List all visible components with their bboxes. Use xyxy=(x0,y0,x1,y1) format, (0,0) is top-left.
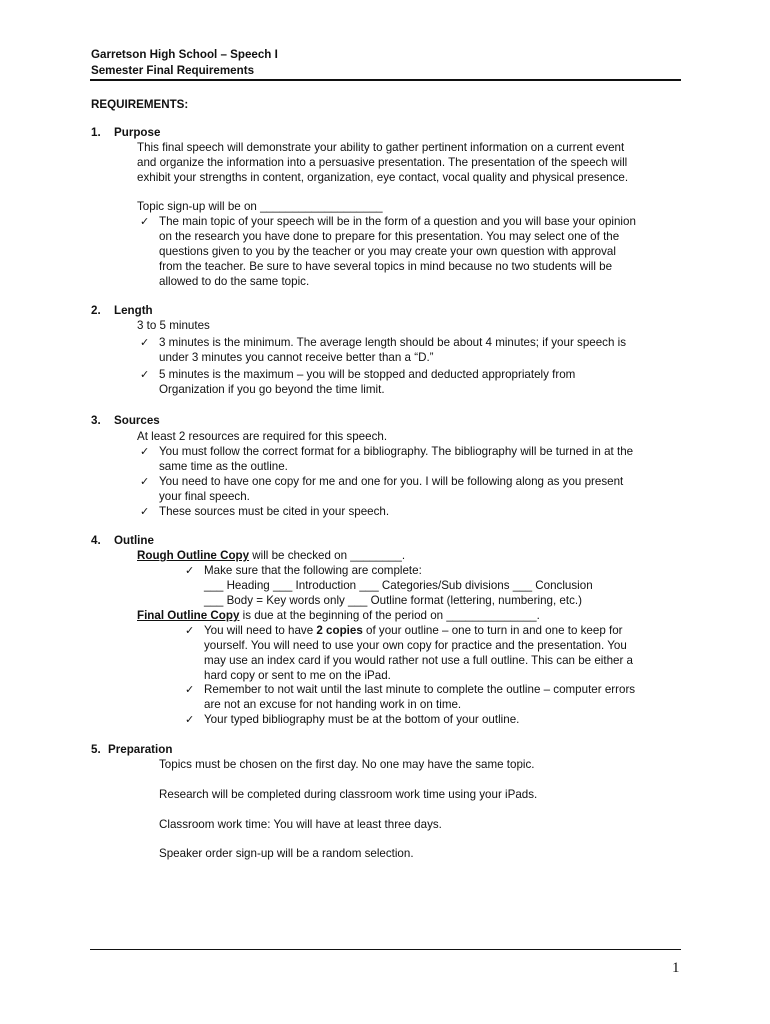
section-1-number: 1. xyxy=(91,126,101,139)
rough-outline-line xyxy=(137,548,405,563)
checkmark-icon: ✓ xyxy=(140,475,150,488)
purpose-bullet-line-5: allowed to do the same topic. xyxy=(159,275,310,288)
topic-signup-line: Topic sign-up will be on ___________________ xyxy=(137,200,383,213)
preparation-line-3: Classroom work time: You will have at least three days. xyxy=(159,818,442,831)
final-bullet-1-line-4: hard copy or sent to me on the iPad. xyxy=(204,669,391,682)
checkmark-icon: ✓ xyxy=(185,683,195,696)
final-bullet-3: Your typed bibliography must be at the bottom of your outline. xyxy=(204,713,520,726)
rough-outline-bullet: Make sure that the following are complete: xyxy=(204,564,422,577)
header-school-title: Garretson High School – Speech I xyxy=(91,48,278,61)
purpose-bullet-line-2: on the research you have done to prepare for this presentation. You may select one of the xyxy=(159,230,620,243)
checkmark-icon: ✓ xyxy=(185,564,195,577)
checkmark-icon: ✓ xyxy=(185,713,195,726)
purpose-line-2: and organize the information into a persuasive presentation. The presentation of the speech will xyxy=(137,156,628,169)
checkmark-icon: ✓ xyxy=(185,624,195,637)
final-bullet-1-post: of your outline – one to turn in and one to keep for xyxy=(362,624,623,637)
outline-checklist-line-2: ___ Body = Key words only ___ Outline format (lettering, numbering, etc.) xyxy=(204,594,582,607)
final-outline-label: Final Outline Copy xyxy=(137,609,240,622)
final-bullet-1-line-2: yourself. You will need to use your own copy for practice and the presentation. You xyxy=(204,639,627,652)
final-bullet-2-line-2: are not an excuse for not handing work in on time. xyxy=(204,698,462,711)
footer-rule xyxy=(90,949,681,950)
purpose-bullet-line-4: from the teacher. Be sure to have several topics in mind because no two students will be xyxy=(159,260,613,273)
length-bullet-2-line-1: 5 minutes is the maximum – you will be stopped and deducted appropriately from xyxy=(159,368,576,381)
section-5-number: 5. xyxy=(91,743,101,756)
sources-bullet-2-line-2: your final speech. xyxy=(159,490,250,503)
checkmark-icon: ✓ xyxy=(140,215,150,228)
section-2-number: 2. xyxy=(91,304,101,317)
final-bullet-1-line-3: may use an index card if you would rather not use a full outline. This can be either a xyxy=(204,654,634,667)
rough-outline-due: will be checked on ________. xyxy=(249,549,406,562)
preparation-line-2: Research will be completed during classroom work time using your iPads. xyxy=(159,788,538,801)
section-4-number: 4. xyxy=(91,534,101,547)
length-bullet-2-line-2: Organization if you go beyond the time limit. xyxy=(159,383,385,396)
final-bullet-1-line-1 xyxy=(204,623,623,638)
sources-bullet-3: These sources must be cited in your speech. xyxy=(159,505,390,518)
final-bullet-1-pre: You will need to have xyxy=(204,624,317,637)
sources-bullet-2-line-1: You need to have one copy for me and one for you. I will be following along as you present xyxy=(159,475,624,488)
final-bullet-1-bold: 2 copies xyxy=(316,624,363,637)
length-bullet-1-line-1: 3 minutes is the minimum. The average length should be about 4 minutes; if your speech is xyxy=(159,336,627,349)
purpose-bullet-line-3: questions given to you by the teacher or you may create your own question with approval xyxy=(159,245,616,258)
final-bullet-2-line-1: Remember to not wait until the last minute to complete the outline – computer errors xyxy=(204,683,636,696)
preparation-line-4: Speaker order sign-up will be a random selection. xyxy=(159,847,414,860)
checkmark-icon: ✓ xyxy=(140,368,150,381)
checkmark-icon: ✓ xyxy=(140,336,150,349)
outline-checklist-line-1: ___ Heading ___ Introduction ___ Categories/Sub divisions ___ Conclusion xyxy=(204,579,593,592)
sources-bullet-1-line-1: You must follow the correct format for a bibliography. The bibliography will be turned in at the xyxy=(159,445,634,458)
section-5-title: Preparation xyxy=(108,743,173,756)
section-3-title: Sources xyxy=(114,414,160,427)
preparation-line-1: Topics must be chosen on the first day. No one may have the same topic. xyxy=(159,758,535,771)
purpose-line-1: This final speech will demonstrate your ability to gather pertinent information on a current event xyxy=(137,141,625,154)
purpose-line-3: exhibit your strengths in content, organization, eye contact, vocal quality and physical presence. xyxy=(137,171,629,184)
section-4-title: Outline xyxy=(114,534,154,547)
section-2-title: Length xyxy=(114,304,153,317)
header-rule xyxy=(90,79,681,81)
final-outline-line xyxy=(137,608,540,623)
sources-intro: At least 2 resources are required for this speech. xyxy=(137,430,388,443)
length-intro: 3 to 5 minutes xyxy=(137,319,210,332)
requirements-heading: REQUIREMENTS: xyxy=(91,98,189,111)
sources-bullet-1-line-2: same time as the outline. xyxy=(159,460,288,473)
header-doc-title: Semester Final Requirements xyxy=(91,64,255,77)
final-outline-due: is due at the beginning of the period on ______________. xyxy=(239,609,540,622)
checkmark-icon: ✓ xyxy=(140,445,150,458)
length-bullet-1-line-2: under 3 minutes you cannot receive better than a “D.” xyxy=(159,351,434,364)
section-3-number: 3. xyxy=(91,414,101,427)
section-1-title: Purpose xyxy=(114,126,161,139)
page-number: 1 xyxy=(672,960,680,976)
purpose-bullet-line-1: The main topic of your speech will be in the form of a question and you will base your opinion xyxy=(159,215,636,228)
rough-outline-label: Rough Outline Copy xyxy=(137,549,250,562)
checkmark-icon: ✓ xyxy=(140,505,150,518)
